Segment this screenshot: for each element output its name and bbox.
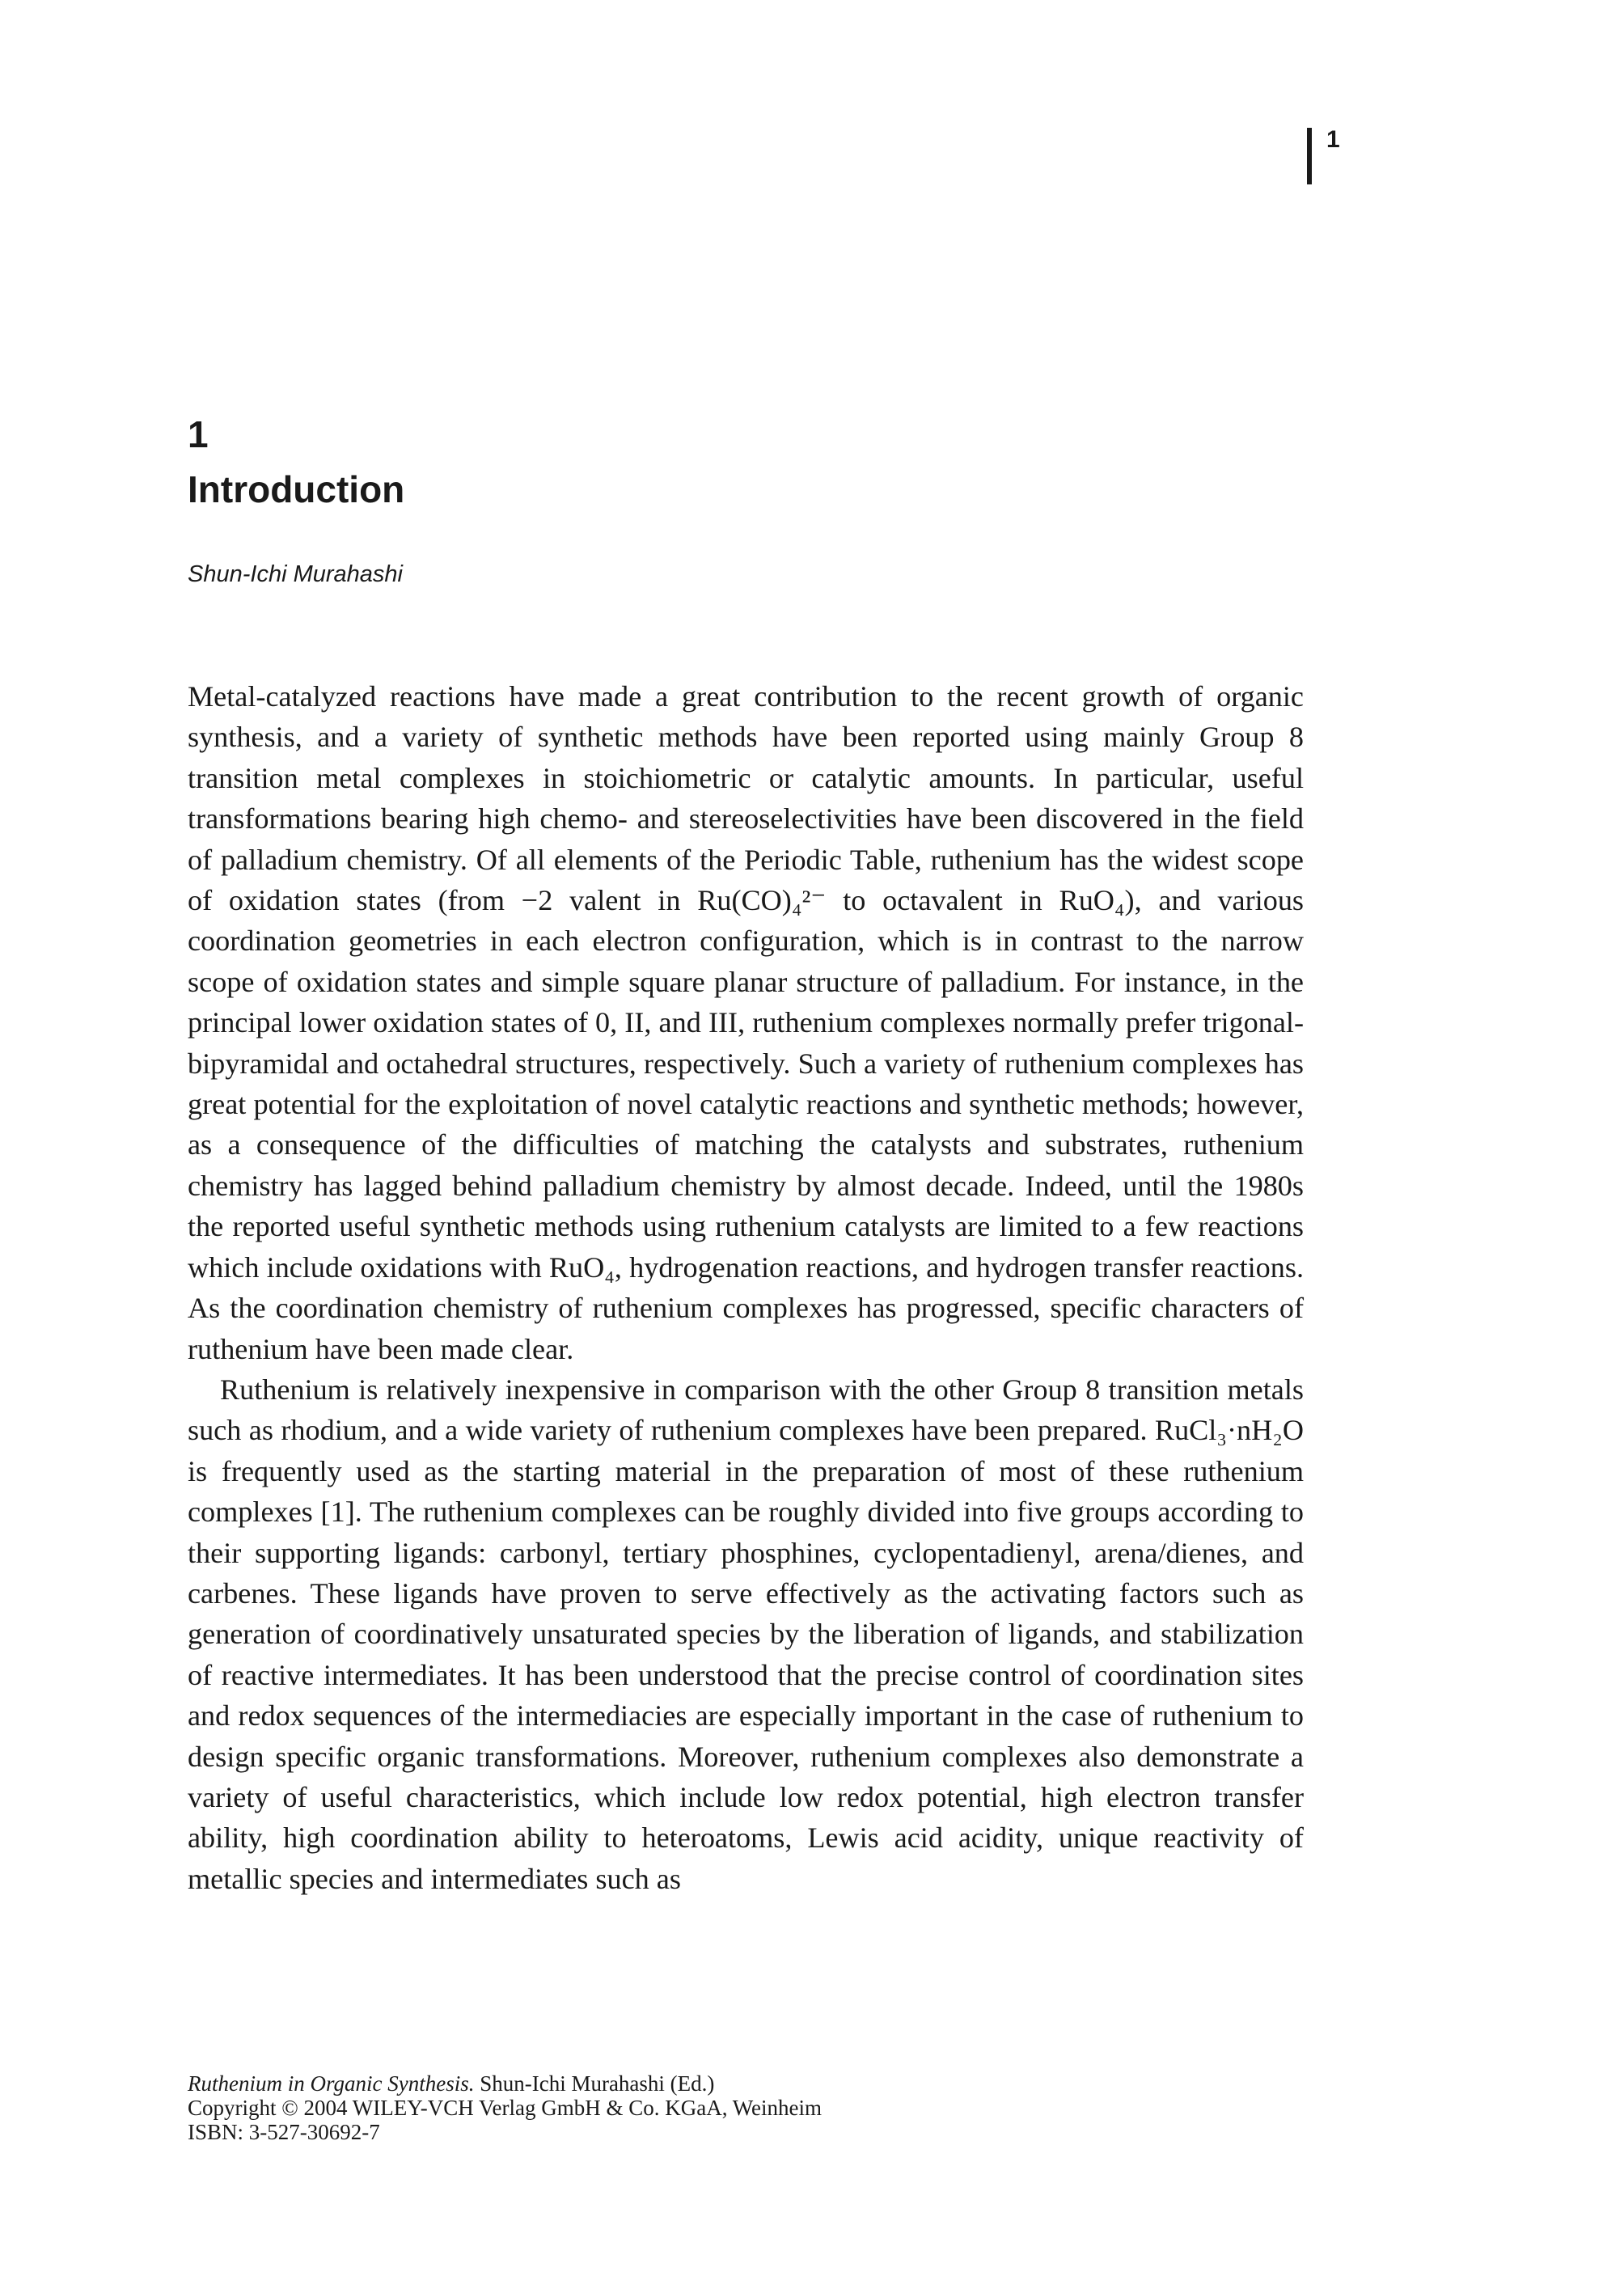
footer-citation-line	[188, 2071, 822, 2096]
chapter-author: Shun-Ichi Murahashi	[188, 561, 403, 587]
footer-isbn: ISBN: 3-527-30692-7	[188, 2120, 380, 2144]
page-number: 1	[1326, 126, 1340, 153]
copyright-footer	[188, 2071, 822, 2144]
chapter-number: 1	[188, 413, 209, 455]
footer-editor: Shun-Ichi Murahashi (Ed.)	[474, 2071, 715, 2096]
paragraph-1: Metal-catalyzed reactions have made a great contribution to the recent growth of organic synthesis, and a variety of synthetic methods have been reported using mainly Group 8 transition metal complexes in stoichiometric or catalytic amounts. In particular, useful transformations bearing high chemo- and stereoselectivities have been discovered in the field of palladium chemistry. Of all elements of the Periodic Table, ruthenium has the widest scope of oxidation states (from −2 valent in Ru(CO)₄²⁻ to octavalent in RuO₄), and various coordination geometries in each electron configuration, which is in contrast to the narrow scope of oxidation states and simple square planar structure of palladium. For instance, in the principal lower oxidation states of 0, II, and III, ruthenium complexes normally prefer trigonal-bipyramidal and octahedral structures, respectively. Such a variety of ruthenium complexes has great potential for the exploitation of novel catalytic reactions and synthetic methods; however, as a consequence of the difficulties of matching the catalysts and substrates, ruthenium chemistry has lagged behind palladium chemistry by almost decade. Indeed, until the 1980s the reported useful synthetic methods using ruthenium catalysts are limited to a few reactions which include oxidations with RuO₄, hydrogenation reactions, and hydrogen transfer reactions. As the coordination chemistry of ruthenium complexes has progressed, specific characters of ruthenium have been made clear.	[188, 680, 1304, 1365]
page-number-rule	[1307, 128, 1312, 184]
footer-copyright: Copyright © 2004 WILEY-VCH Verlag GmbH & Co. KGaA, Weinheim	[188, 2096, 823, 2120]
footer-book-title: Ruthenium in Organic Synthesis.	[188, 2071, 475, 2096]
chapter-title: Introduction	[188, 468, 405, 510]
paragraph-2: Ruthenium is relatively inexpensive in comparison with the other Group 8 transition metals such as rhodium, and a wide variety of ruthenium complexes have been prepared. RuCl₃·nH₂O is frequently used as the starting material in the preparation of most of these ruthenium complexes [1]. The ruthenium complexes can be roughly divided into five groups according to their supporting ligands: carbonyl, tertiary phosphines, cyclopentadienyl, arena/dienes, and carbenes. These ligands have proven to serve effectively as the activating factors such as generation of coordinatively unsaturated species by the liberation of ligands, and stabilization of reactive intermediates. It has been understood that the precise control of coordination sites and redox sequences of the intermediacies are especially important in the case of ruthenium to design specific organic transformations. Moreover, ruthenium complexes also demonstrate a variety of useful characteristics, which include low redox potential, high electron transfer ability, high coordination ability to heteroatoms, Lewis acid acidity, unique reactivity of metallic species and intermediates such as	[188, 1373, 1304, 1895]
body-text	[188, 676, 1304, 1899]
